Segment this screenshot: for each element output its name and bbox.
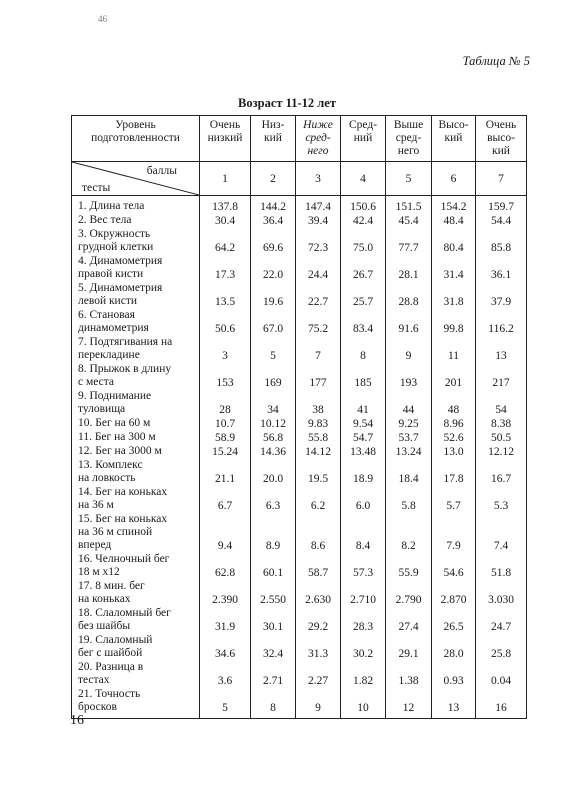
value-cell: 1.38 — [386, 661, 432, 688]
value-cell: 10.12 — [251, 417, 296, 431]
table-row — [72, 445, 527, 459]
table-row — [72, 214, 527, 228]
value-cell: 8 — [251, 688, 296, 719]
table-row — [72, 282, 527, 309]
value-cell: 10.7 — [200, 417, 251, 431]
table-row — [72, 486, 527, 513]
value-cell: 50.6 — [200, 309, 251, 336]
value-cell: 3 — [200, 336, 251, 363]
table-row — [72, 513, 527, 553]
value-cell: 77.7 — [386, 228, 432, 255]
value-cell: 53.7 — [386, 431, 432, 445]
diagonal-header-cell — [72, 162, 200, 196]
value-cell: 24.7 — [476, 607, 527, 634]
table-label: Таблица № 5 — [462, 54, 530, 68]
test-name: 8. Прыжок в длину с места — [72, 363, 200, 390]
value-cell: 9.4 — [200, 513, 251, 553]
value-cell: 58.9 — [200, 431, 251, 445]
value-cell: 26.5 — [432, 607, 476, 634]
value-cell: 99.8 — [432, 309, 476, 336]
value-cell: 30.4 — [200, 214, 251, 228]
value-cell: 62.8 — [200, 553, 251, 580]
col-header: Очень высо- кий — [476, 116, 527, 162]
score-cell: 7 — [476, 162, 527, 196]
value-cell: 7.9 — [432, 513, 476, 553]
value-cell: 26.7 — [341, 255, 386, 282]
value-cell: 151.5 — [386, 196, 432, 215]
value-cell: 2.630 — [296, 580, 341, 607]
value-cell: 14.36 — [251, 445, 296, 459]
value-cell: 12 — [386, 688, 432, 719]
test-name: 17. 8 мин. бег на коньках — [72, 580, 200, 607]
value-cell: 36.1 — [476, 255, 527, 282]
value-cell: 75.2 — [296, 309, 341, 336]
value-cell: 2.790 — [386, 580, 432, 607]
value-cell: 28.3 — [341, 607, 386, 634]
col-header: Ниже сред- него — [296, 116, 341, 162]
test-name: 6. Становая динамометрия — [72, 309, 200, 336]
value-cell: 21.1 — [200, 459, 251, 486]
value-cell: 51.8 — [476, 553, 527, 580]
value-cell: 80.4 — [432, 228, 476, 255]
table-row — [72, 228, 527, 255]
value-cell: 38 — [296, 390, 341, 417]
value-cell: 29.2 — [296, 607, 341, 634]
value-cell: 30.2 — [341, 634, 386, 661]
corner-mark: 46 — [98, 14, 107, 24]
score-cell: 1 — [200, 162, 251, 196]
value-cell: 31.9 — [200, 607, 251, 634]
value-cell: 1.82 — [341, 661, 386, 688]
value-cell: 36.4 — [251, 214, 296, 228]
test-name: 3. Окружность грудной клетки — [72, 228, 200, 255]
value-cell: 22.0 — [251, 255, 296, 282]
value-cell: 185 — [341, 363, 386, 390]
value-cell: 48 — [432, 390, 476, 417]
value-cell: 0.04 — [476, 661, 527, 688]
value-cell: 13 — [432, 688, 476, 719]
table-row — [72, 363, 527, 390]
value-cell: 201 — [432, 363, 476, 390]
value-cell: 159.7 — [476, 196, 527, 215]
value-cell: 50.5 — [476, 431, 527, 445]
value-cell: 5.7 — [432, 486, 476, 513]
value-cell: 32.4 — [251, 634, 296, 661]
value-cell: 5 — [251, 336, 296, 363]
value-cell: 54.7 — [341, 431, 386, 445]
value-cell: 13 — [476, 336, 527, 363]
value-cell: 54 — [476, 390, 527, 417]
value-cell: 144.2 — [251, 196, 296, 215]
table-body — [72, 196, 527, 719]
value-cell: 2.870 — [432, 580, 476, 607]
value-cell: 52.6 — [432, 431, 476, 445]
value-cell: 8.9 — [251, 513, 296, 553]
norms-table — [71, 115, 527, 719]
value-cell: 58.7 — [296, 553, 341, 580]
value-cell: 6.0 — [341, 486, 386, 513]
value-cell: 9.25 — [386, 417, 432, 431]
test-name: 16. Челночный бег 18 м x12 — [72, 553, 200, 580]
value-cell: 56.8 — [251, 431, 296, 445]
value-cell: 18.4 — [386, 459, 432, 486]
value-cell: 19.5 — [296, 459, 341, 486]
value-cell: 147.4 — [296, 196, 341, 215]
test-name: 12. Бег на 3000 м — [72, 445, 200, 459]
value-cell: 5.3 — [476, 486, 527, 513]
value-cell: 13.5 — [200, 282, 251, 309]
value-cell: 0.93 — [432, 661, 476, 688]
value-cell: 2.550 — [251, 580, 296, 607]
test-name: 7. Подтягивания на перекладине — [72, 336, 200, 363]
col-header: Очень низкий — [200, 116, 251, 162]
value-cell: 116.2 — [476, 309, 527, 336]
value-cell: 13.24 — [386, 445, 432, 459]
value-cell: 13.48 — [341, 445, 386, 459]
value-cell: 20.0 — [251, 459, 296, 486]
value-cell: 137.8 — [200, 196, 251, 215]
table-row — [72, 634, 527, 661]
value-cell: 2.710 — [341, 580, 386, 607]
value-cell: 85.8 — [476, 228, 527, 255]
value-cell: 72.3 — [296, 228, 341, 255]
value-cell: 34 — [251, 390, 296, 417]
value-cell: 16 — [476, 688, 527, 719]
value-cell: 2.27 — [296, 661, 341, 688]
table-row — [72, 336, 527, 363]
table-row — [72, 255, 527, 282]
table-title: Возраст 11-12 лет — [238, 96, 336, 110]
balls-label: баллы — [146, 165, 177, 177]
score-cell: 6 — [432, 162, 476, 196]
test-name: 14. Бег на коньках на 36 м — [72, 486, 200, 513]
value-cell: 8.96 — [432, 417, 476, 431]
value-cell: 83.4 — [341, 309, 386, 336]
value-cell: 48.4 — [432, 214, 476, 228]
value-cell: 55.9 — [386, 553, 432, 580]
test-name: 10. Бег на 60 м — [72, 417, 200, 431]
test-name: 5. Динамометрия левой кисти — [72, 282, 200, 309]
table-row — [72, 607, 527, 634]
page-number: 16 — [70, 713, 84, 728]
value-cell: 2.390 — [200, 580, 251, 607]
value-cell: 31.4 — [432, 255, 476, 282]
value-cell: 10 — [341, 688, 386, 719]
value-cell: 91.6 — [386, 309, 432, 336]
col-header: Низ- кий — [251, 116, 296, 162]
value-cell: 17.3 — [200, 255, 251, 282]
score-row — [72, 162, 527, 196]
score-cell: 5 — [386, 162, 432, 196]
value-cell: 25.7 — [341, 282, 386, 309]
value-cell: 6.7 — [200, 486, 251, 513]
value-cell: 7.4 — [476, 513, 527, 553]
value-cell: 25.8 — [476, 634, 527, 661]
value-cell: 64.2 — [200, 228, 251, 255]
test-name: 2. Вес тела — [72, 214, 200, 228]
table-row — [72, 196, 527, 215]
test-name: 4. Динамометрия правой кисти — [72, 255, 200, 282]
value-cell: 153 — [200, 363, 251, 390]
score-cell: 4 — [341, 162, 386, 196]
tests-label: тесты — [82, 182, 111, 194]
value-cell: 15.24 — [200, 445, 251, 459]
table-row — [72, 580, 527, 607]
test-name: 13. Комплекс на ловкость — [72, 459, 200, 486]
value-cell: 8 — [341, 336, 386, 363]
value-cell: 19.6 — [251, 282, 296, 309]
value-cell: 42.4 — [341, 214, 386, 228]
test-name: 15. Бег на коньках на 36 м спиной вперед — [72, 513, 200, 553]
table-row — [72, 309, 527, 336]
value-cell: 150.6 — [341, 196, 386, 215]
value-cell: 45.4 — [386, 214, 432, 228]
value-cell: 9 — [386, 336, 432, 363]
value-cell: 154.2 — [432, 196, 476, 215]
table-row — [72, 431, 527, 445]
value-cell: 22.7 — [296, 282, 341, 309]
value-cell: 8.6 — [296, 513, 341, 553]
test-name: 18. Слаломный бег без шайбы — [72, 607, 200, 634]
value-cell: 6.3 — [251, 486, 296, 513]
value-cell: 54.6 — [432, 553, 476, 580]
value-cell: 6.2 — [296, 486, 341, 513]
value-cell: 9.54 — [341, 417, 386, 431]
value-cell: 8.2 — [386, 513, 432, 553]
value-cell: 30.1 — [251, 607, 296, 634]
value-cell: 29.1 — [386, 634, 432, 661]
test-name: 20. Разница в тестах — [72, 661, 200, 688]
value-cell: 14.12 — [296, 445, 341, 459]
test-name: 11. Бег на 300 м — [72, 431, 200, 445]
score-cell: 3 — [296, 162, 341, 196]
value-cell: 37.9 — [476, 282, 527, 309]
value-cell: 9 — [296, 688, 341, 719]
score-cell: 2 — [251, 162, 296, 196]
level-header: Уровень подготовленности — [72, 116, 200, 162]
value-cell: 75.0 — [341, 228, 386, 255]
table-row — [72, 459, 527, 486]
value-cell: 5.8 — [386, 486, 432, 513]
value-cell: 17.8 — [432, 459, 476, 486]
value-cell: 31.3 — [296, 634, 341, 661]
value-cell: 28 — [200, 390, 251, 417]
value-cell: 217 — [476, 363, 527, 390]
value-cell: 44 — [386, 390, 432, 417]
test-name: 9. Поднимание туловища — [72, 390, 200, 417]
value-cell: 67.0 — [251, 309, 296, 336]
col-header: Выше сред- него — [386, 116, 432, 162]
value-cell: 24.4 — [296, 255, 341, 282]
value-cell: 12.12 — [476, 445, 527, 459]
table-row — [72, 417, 527, 431]
value-cell: 9.83 — [296, 417, 341, 431]
table-row — [72, 390, 527, 417]
value-cell: 54.4 — [476, 214, 527, 228]
table-row — [72, 553, 527, 580]
test-name: 19. Слаломный бег с шайбой — [72, 634, 200, 661]
value-cell: 7 — [296, 336, 341, 363]
value-cell: 28.8 — [386, 282, 432, 309]
value-cell: 16.7 — [476, 459, 527, 486]
value-cell: 177 — [296, 363, 341, 390]
value-cell: 27.4 — [386, 607, 432, 634]
col-header: Высо- кий — [432, 116, 476, 162]
value-cell: 18.9 — [341, 459, 386, 486]
value-cell: 13.0 — [432, 445, 476, 459]
value-cell: 2.71 — [251, 661, 296, 688]
col-header: Сред- ний — [341, 116, 386, 162]
test-name: 1. Длина тела — [72, 196, 200, 215]
header-row — [72, 116, 527, 162]
test-name: 21. Точность бросков — [72, 688, 200, 719]
value-cell: 39.4 — [296, 214, 341, 228]
value-cell: 11 — [432, 336, 476, 363]
value-cell: 5 — [200, 688, 251, 719]
value-cell: 8.4 — [341, 513, 386, 553]
value-cell: 55.8 — [296, 431, 341, 445]
value-cell: 3.6 — [200, 661, 251, 688]
value-cell: 169 — [251, 363, 296, 390]
value-cell: 28.1 — [386, 255, 432, 282]
value-cell: 3.030 — [476, 580, 527, 607]
table-row — [72, 688, 527, 719]
value-cell: 8.38 — [476, 417, 527, 431]
value-cell: 193 — [386, 363, 432, 390]
value-cell: 69.6 — [251, 228, 296, 255]
value-cell: 57.3 — [341, 553, 386, 580]
value-cell: 60.1 — [251, 553, 296, 580]
value-cell: 34.6 — [200, 634, 251, 661]
value-cell: 28.0 — [432, 634, 476, 661]
table-row — [72, 661, 527, 688]
value-cell: 31.8 — [432, 282, 476, 309]
value-cell: 41 — [341, 390, 386, 417]
